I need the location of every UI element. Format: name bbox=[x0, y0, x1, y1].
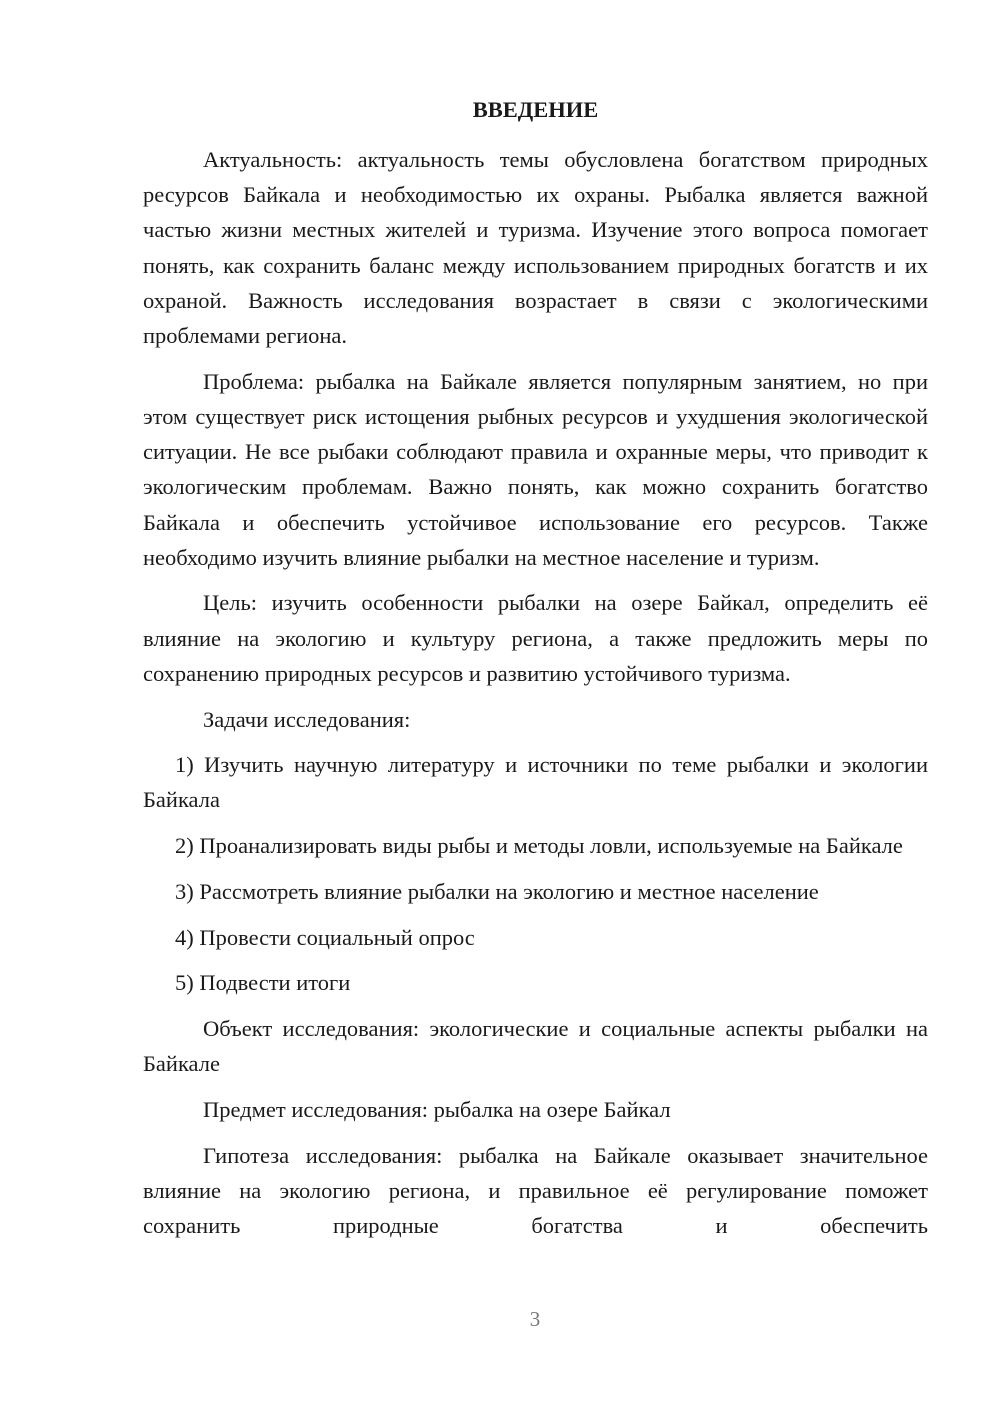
paragraph-hypothesis: Гипотеза исследования: рыбалка на Байкале оказывает значительное влияние на экологию региона, и правильное её регулирование поможет сохранить природные богатства и обеспечить bbox=[143, 1142, 928, 1238]
task-item: 3) Рассмотреть влияние рыбалки на экологию и местное население bbox=[175, 878, 819, 904]
task-item: 1) Изучить научную литературу и источники по теме рыбалки и экологии Байкала bbox=[143, 752, 928, 813]
task-item: 5) Подвести итоги bbox=[175, 970, 351, 996]
paragraph-problem: Проблема: рыбалка на Байкале является популярным занятием, но при этом существует риск истощения рыбных ресурсов и ухудшения экологической ситуации. Не все рыбаки соблюдают правила и охранные меры, что приводит к экологическим проблемам. Важно понять, как можно сохранить богатство Байкала и обеспечить устойчивое использование его ресурсов. Также необходимо изучить влияние рыбалки на местное население и туризм. bbox=[143, 368, 928, 570]
paragraph-subject: Предмет исследования: рыбалка на озере Байкал bbox=[203, 1096, 671, 1122]
paragraph-relevance: Актуальность: актуальность темы обусловлена богатством природных ресурсов Байкала и необходимостью их охраны. Рыбалка является важной частью жизни местных жителей и туризма. Изучение этого вопроса помогает понять, как сохранить баланс между использованием природных богатств и их охраной. Важность исследования возрастает в связи с экологическими проблемами региона. bbox=[143, 147, 928, 349]
task-item: 2) Проанализировать виды рыбы и методы ловли, используемые на Байкале bbox=[175, 833, 903, 859]
tasks-heading: Задачи исследования: bbox=[203, 706, 411, 732]
paragraph-goal: Цель: изучить особенности рыбалки на озере Байкал, определить её влияние на экологию и культуру региона, а также предложить меры по сохранению природных ресурсов и развитию устойчивого туризма. bbox=[143, 590, 928, 686]
section-title: ВВЕДЕНИЕ bbox=[472, 97, 599, 122]
paragraph-object: Объект исследования: экологические и социальные аспекты рыбалки на Байкале bbox=[143, 1015, 928, 1077]
document-page bbox=[143, 92, 928, 1254]
page-number: 3 bbox=[529, 1307, 541, 1331]
task-item: 4) Провести социальный опрос bbox=[175, 924, 475, 950]
